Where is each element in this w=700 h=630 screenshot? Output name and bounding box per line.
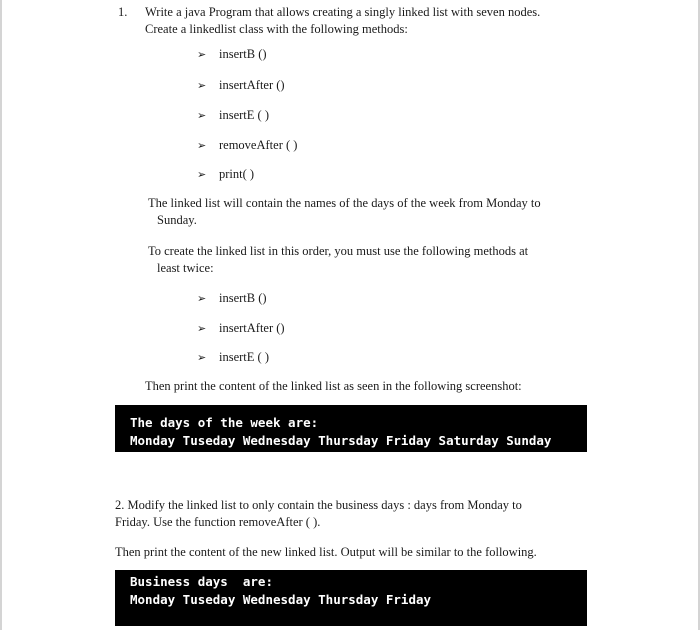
method-label: insertAfter () bbox=[219, 78, 285, 92]
question-2-line-2: Friday. Use the function removeAfter ( ). bbox=[115, 515, 321, 529]
paragraph-order-line-1: To create the linked list in this order, you must use the following methods at bbox=[148, 244, 529, 258]
method-item bbox=[197, 77, 285, 94]
paragraph-days-line-1: The linked list will contain the names of the days of the week from Monday to bbox=[148, 196, 541, 210]
arrow-bullet-icon: ➢ bbox=[197, 168, 207, 181]
paragraph-days-line-2: Sunday. bbox=[157, 213, 197, 227]
method-item bbox=[197, 166, 254, 183]
method-item bbox=[197, 107, 269, 124]
console-line: The days of the week are: bbox=[130, 415, 319, 430]
method-label: insertAfter () bbox=[219, 321, 285, 335]
console-line: Monday Tuseday Wednesday Thursday Friday bbox=[130, 592, 432, 607]
arrow-bullet-icon: ➢ bbox=[197, 139, 207, 152]
method-label: insertB () bbox=[219, 47, 267, 61]
arrow-bullet-icon: ➢ bbox=[197, 79, 207, 92]
console-output-screenshot-1 bbox=[115, 405, 587, 452]
arrow-bullet-icon: ➢ bbox=[197, 48, 207, 61]
arrow-bullet-icon: ➢ bbox=[197, 109, 207, 122]
console-line: Business days are: bbox=[130, 574, 273, 589]
method-item bbox=[197, 46, 267, 63]
arrow-bullet-icon: ➢ bbox=[197, 292, 207, 305]
print-instruction-1: Then print the content of the linked list as seen in the following screenshot: bbox=[145, 379, 522, 393]
method-label: insertE ( ) bbox=[219, 350, 269, 364]
method-label: insertB () bbox=[219, 291, 267, 305]
method-label: removeAfter ( ) bbox=[219, 138, 298, 152]
method-item bbox=[197, 137, 297, 154]
arrow-bullet-icon: ➢ bbox=[197, 322, 207, 335]
method-label: insertE ( ) bbox=[219, 108, 269, 122]
required-method-item bbox=[197, 290, 267, 307]
question-1-line-1: Write a java Program that allows creating a singly linked list with seven nodes. bbox=[145, 5, 541, 19]
required-method-item bbox=[197, 349, 269, 366]
required-method-item bbox=[197, 320, 285, 337]
console-line: Monday Tuseday Wednesday Thursday Friday Saturday Sunday bbox=[130, 433, 552, 448]
console-output-screenshot-2 bbox=[115, 570, 587, 626]
arrow-bullet-icon: ➢ bbox=[197, 351, 207, 364]
paragraph-order-line-2: least twice: bbox=[157, 261, 214, 275]
left-page-edge bbox=[0, 0, 2, 630]
method-label: print( ) bbox=[219, 167, 255, 181]
question-2-line-1: 2. Modify the linked list to only contain the business days : days from Monday to bbox=[115, 498, 522, 512]
question-1-line-2: Create a linkedlist class with the following methods: bbox=[145, 22, 408, 36]
print-instruction-2: Then print the content of the new linked list. Output will be similar to the following. bbox=[115, 545, 537, 559]
question-1-number: 1. bbox=[118, 5, 128, 19]
